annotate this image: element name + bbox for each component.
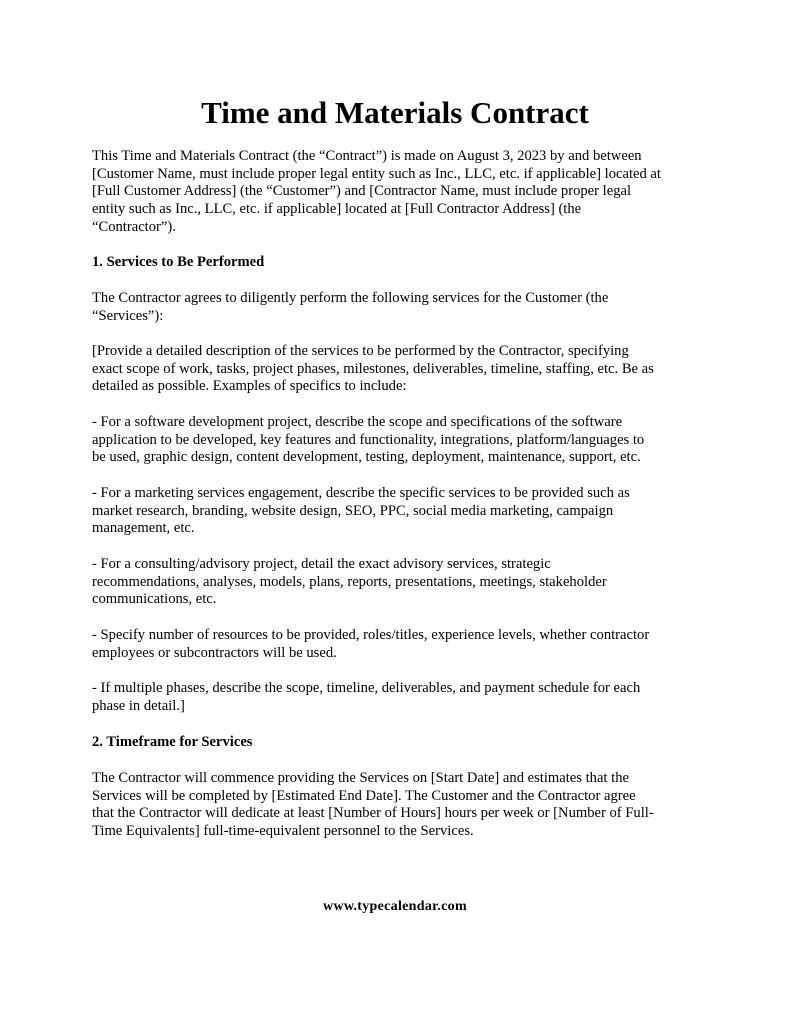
text-line: Services will be completed by [Estimated End Date]. The Customer and the Contractor agree	[92, 787, 636, 804]
text-line: detailed as possible. Examples of specifics to include:	[92, 378, 407, 395]
section-2-heading: 2. Timeframe for Services	[92, 734, 253, 750]
text-line: The Contractor will commence providing the Services on [Start Date] and estimates that the	[92, 770, 629, 786]
text-line: - For a software development project, describe the scope and specifications of the software	[92, 414, 623, 430]
text-line: - For a consulting/advisory project, detail the exact advisory services, strategic	[92, 556, 551, 572]
text-line: employees or subcontractors will be used.	[92, 644, 337, 661]
text-line: management, etc.	[92, 520, 195, 537]
section-1-heading: 1. Services to Be Performed	[92, 254, 265, 270]
services-description	[92, 343, 732, 396]
text-line: “Contractor”).	[92, 218, 176, 235]
section-2-paragraph	[92, 770, 732, 841]
text-line: - For a marketing services engagement, describe the specific services to be provided such as	[92, 485, 630, 501]
text-line: entity such as Inc., LLC, etc. if applicable] located at [Full Contractor Address] (the	[92, 201, 582, 218]
example-phases	[92, 680, 732, 715]
example-resources	[92, 627, 732, 662]
text-line: be used, graphic design, content development, testing, deployment, maintenance, support, etc.	[92, 449, 641, 466]
footer-website-link[interactable]: www.typecalendar.com	[323, 899, 467, 914]
text-line: recommendations, analyses, models, plans, reports, presentations, meetings, stakeholder	[92, 573, 607, 590]
text-line: market research, branding, website design, SEO, PPC, social media marketing, campaign	[92, 502, 614, 519]
text-line: exact scope of work, tasks, project phases, milestones, deliverables, timeline, staffing, etc. Be as	[92, 360, 654, 377]
text-line: - Specify number of resources to be provided, roles/titles, experience levels, whether contractor	[92, 627, 650, 643]
text-line: This Time and Materials Contract (the “Contract”) is made on August 3, 2023 by and between	[92, 148, 642, 164]
text-line: [Provide a detailed description of the services to be performed by the Contractor, specifying	[92, 343, 629, 359]
section-1-paragraph	[92, 290, 732, 325]
example-marketing	[92, 485, 732, 538]
text-line: - If multiple phases, describe the scope, timeline, deliverables, and payment schedule for each	[92, 680, 641, 696]
example-software	[92, 414, 732, 467]
document-title: Time and Materials Contract	[201, 95, 589, 130]
text-line: Time Equivalents] full-time-equivalent personnel to the Services.	[92, 823, 474, 840]
text-line: [Full Customer Address] (the “Customer”) and [Contractor Name, must include proper legal	[92, 183, 632, 200]
text-line: [Customer Name, must include proper legal entity such as Inc., LLC, etc. if applicable] located at	[92, 165, 661, 182]
text-line: phase in detail.]	[92, 697, 185, 714]
text-line: The Contractor agrees to diligently perform the following services for the Customer (the	[92, 290, 609, 306]
text-line: communications, etc.	[92, 591, 217, 608]
intro-paragraph	[92, 148, 732, 237]
text-line: “Services”):	[92, 307, 164, 324]
text-line: that the Contractor will dedicate at least [Number of Hours] hours per week or [Number of Full-	[92, 805, 654, 822]
text-line: application to be developed, key features and functionality, integrations, platform/languages to	[92, 431, 645, 448]
example-consulting	[92, 556, 732, 609]
